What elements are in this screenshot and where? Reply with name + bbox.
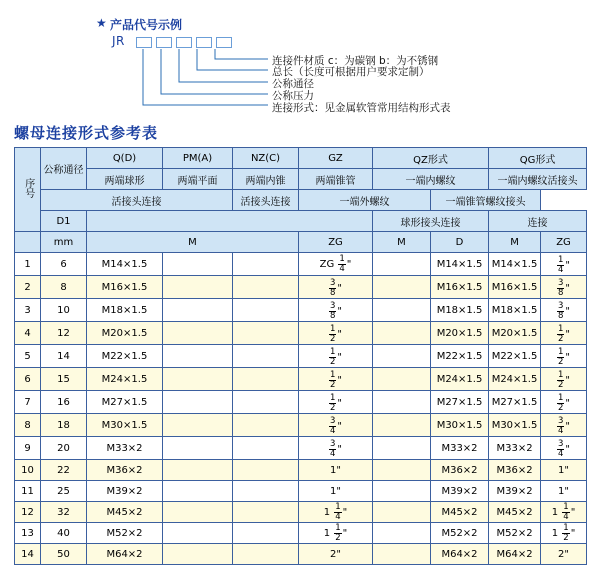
- row-qz-d: M39×2: [431, 481, 489, 502]
- table-row: [15, 345, 587, 368]
- row-pm-thread: [163, 414, 233, 437]
- row-qz-m: [373, 299, 431, 322]
- row-gz-thread: $\frac{3}{8}$ ": [299, 299, 373, 322]
- row-qz-m: [373, 544, 431, 565]
- row-index: 14: [15, 544, 41, 565]
- legend-desc-length: 总长（长度可根据用户要求定制）: [272, 66, 430, 78]
- row-qz-m: [373, 391, 431, 414]
- header-unit-qz-d: D: [431, 232, 489, 253]
- row-qz-d: M27×1.5: [431, 391, 489, 414]
- row-index: 10: [15, 460, 41, 481]
- header-index: 序号: [15, 148, 41, 232]
- row-qz-m: [373, 253, 431, 276]
- header-d1: D1: [41, 211, 87, 232]
- row-nominal-diameter: 10: [41, 299, 87, 322]
- row-q-thread: M14×1.5: [87, 253, 163, 276]
- row-index: 9: [15, 437, 41, 460]
- table-row: [15, 368, 587, 391]
- table-row: [15, 276, 587, 299]
- row-nominal-diameter: 15: [41, 368, 87, 391]
- row-index: 5: [15, 345, 41, 368]
- row-q-thread: M36×2: [87, 460, 163, 481]
- row-pm-thread: [163, 391, 233, 414]
- row-qg-m: M20×1.5: [489, 322, 541, 345]
- header-group-qg: QG形式: [489, 148, 587, 169]
- row-q-thread: M39×2: [87, 481, 163, 502]
- row-qg-m: M27×1.5: [489, 391, 541, 414]
- legend-desc-connection: 连接形式：见金属软管常用结构形式表: [272, 102, 451, 114]
- row-qg-m: M16×1.5: [489, 276, 541, 299]
- row-nominal-diameter: 32: [41, 502, 87, 523]
- row-gz-thread: $\frac{3}{8}$ ": [299, 276, 373, 299]
- row-q-thread: M30×1.5: [87, 414, 163, 437]
- row-nz-thread: [233, 544, 299, 565]
- row-gz-thread: 2": [299, 544, 373, 565]
- star-icon: ★: [96, 16, 107, 30]
- row-q-thread: M33×2: [87, 437, 163, 460]
- row-pm-thread: [163, 368, 233, 391]
- row-index: 11: [15, 481, 41, 502]
- row-index: 3: [15, 299, 41, 322]
- row-qg-zg: 1": [541, 460, 587, 481]
- row-nz-thread: [233, 391, 299, 414]
- row-pm-thread: [163, 437, 233, 460]
- header-group-nz: NZ(C): [233, 148, 299, 169]
- row-q-thread: M27×1.5: [87, 391, 163, 414]
- row-qz-m: [373, 322, 431, 345]
- product-code-legend: [0, 8, 600, 118]
- legend-desc-material: 连接件材质 c：为碳钢 b：为不锈钢: [272, 55, 439, 67]
- row-pm-thread: [163, 322, 233, 345]
- row-qg-m: M45×2: [489, 502, 541, 523]
- row-nominal-diameter: 40: [41, 523, 87, 544]
- row-nominal-diameter: 8: [41, 276, 87, 299]
- header-nominal: 公称通径: [41, 148, 87, 190]
- header-group-pm: PM(A): [163, 148, 233, 169]
- row-index: 12: [15, 502, 41, 523]
- header-unit-mm: mm: [41, 232, 87, 253]
- header-sub-qz: 一端内螺纹: [373, 169, 489, 190]
- row-qz-d: M14×1.5: [431, 253, 489, 276]
- row-qg-zg: $\frac{1}{2}$ ": [541, 345, 587, 368]
- row-qz-d: M18×1.5: [431, 299, 489, 322]
- legend-title: 产品代号示例: [110, 18, 183, 32]
- row-q-thread: M18×1.5: [87, 299, 163, 322]
- row-qz-d: M52×2: [431, 523, 489, 544]
- header-unit-zg: ZG: [299, 232, 373, 253]
- row-index: 1: [15, 253, 41, 276]
- row-qg-zg: $\frac{1}{2}$ ": [541, 368, 587, 391]
- row-index: 7: [15, 391, 41, 414]
- row-gz-thread: 1 $\frac{1}{2}$ ": [299, 523, 373, 544]
- legend-desc-dn: 公称通径: [272, 78, 314, 90]
- row-nominal-diameter: 14: [41, 345, 87, 368]
- row-pm-thread: [163, 460, 233, 481]
- row-nominal-diameter: 16: [41, 391, 87, 414]
- row-nz-thread: [233, 253, 299, 276]
- row-qz-m: [373, 502, 431, 523]
- table-row: [15, 253, 587, 276]
- table-row: [15, 460, 587, 481]
- row-q-thread: M45×2: [87, 502, 163, 523]
- header-unit-blank: [15, 232, 41, 253]
- table-row: [15, 523, 587, 544]
- table-row: [15, 414, 587, 437]
- row-pm-thread: [163, 299, 233, 322]
- table-body: [15, 253, 587, 565]
- row-gz-thread: 1 $\frac{1}{4}$ ": [299, 502, 373, 523]
- row-gz-thread: $\frac{1}{2}$ ": [299, 322, 373, 345]
- row-nz-thread: [233, 299, 299, 322]
- row-qz-m: [373, 368, 431, 391]
- row-index: 4: [15, 322, 41, 345]
- row-qg-zg: $\frac{1}{4}$ ": [541, 253, 587, 276]
- row-gz-thread: $\frac{3}{4}$ ": [299, 437, 373, 460]
- row-q-thread: M22×1.5: [87, 345, 163, 368]
- row-qz-m: [373, 345, 431, 368]
- row-nz-thread: [233, 523, 299, 544]
- table-row: [15, 391, 587, 414]
- row-gz-thread: 1": [299, 481, 373, 502]
- row-qg-zg: $\frac{3}{4}$ ": [541, 414, 587, 437]
- row-qg-m: M18×1.5: [489, 299, 541, 322]
- header-sub-q: 两端球形: [87, 169, 163, 190]
- row-nz-thread: [233, 502, 299, 523]
- header-unit-m: M: [87, 232, 299, 253]
- row-qg-m: M33×2: [489, 437, 541, 460]
- row-qz-d: M30×1.5: [431, 414, 489, 437]
- row-nz-thread: [233, 437, 299, 460]
- row-q-thread: M64×2: [87, 544, 163, 565]
- row-qg-m: M36×2: [489, 460, 541, 481]
- row-qz-m: [373, 414, 431, 437]
- row-q-thread: M52×2: [87, 523, 163, 544]
- row-qz-m: [373, 276, 431, 299]
- header-sub-qg: 一端内螺纹活接头: [489, 169, 587, 190]
- row-index: 13: [15, 523, 41, 544]
- header-group-q: Q(D): [87, 148, 163, 169]
- header-unit-qg-zg: ZG: [541, 232, 587, 253]
- row-qg-zg: $\frac{3}{8}$ ": [541, 299, 587, 322]
- row-qg-m: M24×1.5: [489, 368, 541, 391]
- row-pm-thread: [163, 544, 233, 565]
- row-qg-m: M39×2: [489, 481, 541, 502]
- row-pm-thread: [163, 481, 233, 502]
- row-qg-zg: 1 $\frac{1}{2}$ ": [541, 523, 587, 544]
- row-qz-d: M36×2: [431, 460, 489, 481]
- row-gz-thread: $\frac{1}{2}$ ": [299, 345, 373, 368]
- row-qg-zg: 2": [541, 544, 587, 565]
- header-sub-nz: 两端内锥: [233, 169, 299, 190]
- row-qg-m: M52×2: [489, 523, 541, 544]
- row-qz-d: M33×2: [431, 437, 489, 460]
- header-row4-qg: 连接: [489, 211, 587, 232]
- row-qg-zg: $\frac{3}{4}$ ": [541, 437, 587, 460]
- row-qg-zg: $\frac{1}{2}$ ": [541, 391, 587, 414]
- nut-connection-table: [14, 147, 587, 565]
- row-gz-thread: ZG $\frac{1}{4}$ ": [299, 253, 373, 276]
- row-qg-zg: $\frac{1}{2}$ ": [541, 322, 587, 345]
- row-nominal-diameter: 6: [41, 253, 87, 276]
- row-qg-zg: 1 $\frac{1}{4}$ ": [541, 502, 587, 523]
- row-nominal-diameter: 50: [41, 544, 87, 565]
- table-row: [15, 437, 587, 460]
- row-nz-thread: [233, 481, 299, 502]
- header-sub-gz: 两端锥管: [299, 169, 373, 190]
- header-row3-qg: 一端锥管螺纹接头: [431, 190, 541, 211]
- row-nz-thread: [233, 322, 299, 345]
- row-gz-thread: 1": [299, 460, 373, 481]
- row-q-thread: M24×1.5: [87, 368, 163, 391]
- row-pm-thread: [163, 502, 233, 523]
- row-qz-d: M16×1.5: [431, 276, 489, 299]
- row-q-thread: M20×1.5: [87, 322, 163, 345]
- row-pm-thread: [163, 253, 233, 276]
- row-gz-thread: $\frac{3}{4}$ ": [299, 414, 373, 437]
- header-row3-left: 活接头连接: [41, 190, 233, 211]
- row-qg-m: M14×1.5: [489, 253, 541, 276]
- row-pm-thread: [163, 276, 233, 299]
- table-row: [15, 481, 587, 502]
- row-q-thread: M16×1.5: [87, 276, 163, 299]
- row-qg-m: M64×2: [489, 544, 541, 565]
- table-title: 螺母连接形式参考表: [14, 124, 159, 142]
- header-row4-qz: 球形接头连接: [373, 211, 489, 232]
- row-qz-d: M24×1.5: [431, 368, 489, 391]
- row-qz-m: [373, 481, 431, 502]
- header-unit-qz-m: M: [373, 232, 431, 253]
- row-qz-m: [373, 437, 431, 460]
- row-nz-thread: [233, 414, 299, 437]
- row-qz-d: M45×2: [431, 502, 489, 523]
- row-gz-thread: $\frac{1}{2}$ ": [299, 368, 373, 391]
- row-qz-m: [373, 460, 431, 481]
- row-qg-zg: 1": [541, 481, 587, 502]
- header-unit-qg-m: M: [489, 232, 541, 253]
- row-index: 2: [15, 276, 41, 299]
- table-header: [15, 148, 587, 253]
- header-row3-qz: 一端外螺纹: [299, 190, 431, 211]
- row-nominal-diameter: 18: [41, 414, 87, 437]
- row-nz-thread: [233, 276, 299, 299]
- row-pm-thread: [163, 523, 233, 544]
- table-row: [15, 299, 587, 322]
- header-group-qz: QZ形式: [373, 148, 489, 169]
- table-row: [15, 322, 587, 345]
- row-qg-zg: $\frac{3}{8}$ ": [541, 276, 587, 299]
- row-nominal-diameter: 22: [41, 460, 87, 481]
- row-nz-thread: [233, 460, 299, 481]
- row-nominal-diameter: 25: [41, 481, 87, 502]
- row-qz-d: M64×2: [431, 544, 489, 565]
- row-index: 8: [15, 414, 41, 437]
- table-row: [15, 502, 587, 523]
- row-qg-m: M30×1.5: [489, 414, 541, 437]
- header-row4-blank: [87, 211, 373, 232]
- row-nz-thread: [233, 345, 299, 368]
- row-nominal-diameter: 20: [41, 437, 87, 460]
- table-row: [15, 544, 587, 565]
- legend-desc-pressure: 公称压力: [272, 90, 314, 102]
- header-group-gz: GZ: [299, 148, 373, 169]
- row-qz-d: M20×1.5: [431, 322, 489, 345]
- row-qz-d: M22×1.5: [431, 345, 489, 368]
- row-nz-thread: [233, 368, 299, 391]
- row-qz-m: [373, 523, 431, 544]
- row-gz-thread: $\frac{1}{2}$ ": [299, 391, 373, 414]
- header-row3-gz: 活接头连接: [233, 190, 299, 211]
- row-qg-m: M22×1.5: [489, 345, 541, 368]
- row-index: 6: [15, 368, 41, 391]
- row-nominal-diameter: 12: [41, 322, 87, 345]
- code-prefix: JR: [112, 34, 125, 48]
- header-sub-pm: 两端平面: [163, 169, 233, 190]
- row-pm-thread: [163, 345, 233, 368]
